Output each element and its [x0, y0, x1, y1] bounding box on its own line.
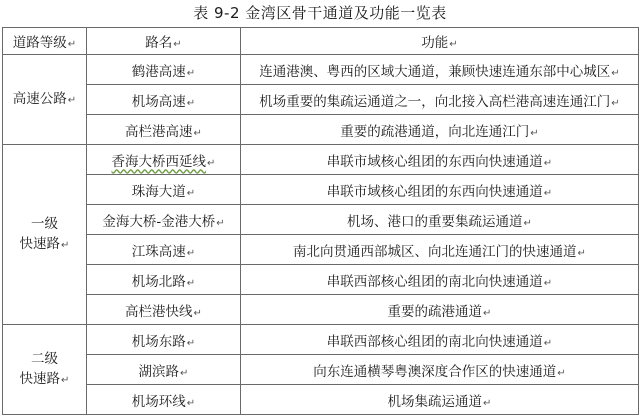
table-row	[3, 205, 639, 235]
road-function-table	[2, 27, 639, 415]
cell-end-mark: ↵	[207, 157, 216, 169]
road-function-cell: 机场重要的集疏运通道之一，向北接入高栏港高速连通江门↵	[241, 85, 639, 115]
road-name-cell: 珠海大道↵	[87, 175, 241, 205]
road-name-cell: 机场东路↵	[87, 325, 241, 355]
cell-end-mark: ↵	[186, 397, 196, 409]
road-name-cell: 机场高速↵	[87, 85, 241, 115]
header-function: 功能↵	[241, 28, 639, 55]
road-function-cell: 串联西部核心组团的南北向快速通道↵	[241, 265, 639, 295]
cell-end-mark: ↵	[193, 307, 202, 319]
cell-end-mark: ↵	[173, 39, 182, 50]
cell-end-mark: ↵	[186, 277, 196, 289]
road-name-cell: 湖滨路↵	[87, 355, 241, 385]
cell-end-mark: ↵	[67, 39, 77, 50]
road-grade-cell: 二级 快速路↵	[3, 325, 87, 415]
road-function-cell: 重要的疏港通道↵	[241, 295, 639, 325]
cell-end-mark: ↵	[611, 97, 620, 109]
table-row	[3, 55, 639, 85]
cell-end-mark: ↵	[577, 247, 586, 259]
road-function-cell: 机场、港口的重要集疏运通道↵	[241, 205, 639, 235]
road-name-cell: 江珠高速↵	[87, 235, 241, 265]
road-function-cell: 串联市域核心组团的东西向快速通道↵	[241, 175, 639, 205]
road-grade-cell: 高速公路↵	[3, 55, 87, 145]
road-function-cell: 南北向贯通西部城区、向北连通江门的快速通道↵	[241, 235, 639, 265]
table-row	[3, 115, 639, 145]
cell-end-mark: ↵	[186, 97, 196, 109]
cell-end-mark: ↵	[61, 374, 70, 386]
table-row	[3, 265, 639, 295]
cell-end-mark: ↵	[483, 397, 492, 409]
header-grade: 道路等级↵	[3, 28, 87, 55]
road-function-cell: 重要的疏港通道，向北连通江门↵	[241, 115, 639, 145]
cell-end-mark: ↵	[186, 337, 196, 349]
cell-end-mark: ↵	[530, 127, 539, 139]
table-row	[3, 385, 639, 415]
cell-end-mark: ↵	[186, 67, 196, 79]
cell-end-mark: ↵	[543, 277, 553, 289]
road-name-cell: 香海大桥西延线↵	[87, 145, 241, 175]
cell-end-mark: ↵	[523, 217, 532, 229]
cell-end-mark: ↵	[186, 247, 196, 259]
cell-end-mark: ↵	[180, 367, 189, 379]
road-function-cell: 向东连通横琴粤澳深度合作区的快速通道↵	[241, 355, 639, 385]
table-row	[3, 235, 639, 265]
cell-end-mark: ↵	[543, 157, 553, 169]
table-caption: 表 9-2 金湾区骨干通道及功能一览表	[193, 4, 447, 22]
road-function-cell: 串联市域核心组团的东西向快速通道↵	[241, 145, 639, 175]
road-name-cell: 机场环线↵	[87, 385, 241, 415]
cell-end-mark: ↵	[543, 337, 553, 349]
cell-end-mark: ↵	[61, 239, 70, 251]
road-function-cell: 连通港澳、粤西的区域大通道，兼顾快速连通东部中心城区↵	[241, 55, 639, 85]
cell-end-mark: ↵	[193, 127, 202, 139]
cell-end-mark: ↵	[483, 307, 492, 319]
road-function-cell: 串联西部核心组团的南北向快速通道↵	[241, 325, 639, 355]
header-row	[3, 28, 639, 55]
table-row	[3, 295, 639, 325]
road-function-cell: 机场集疏运通道↵	[241, 385, 639, 415]
cell-end-mark: ↵	[186, 187, 196, 199]
cell-end-mark: ↵	[611, 67, 620, 79]
road-name-cell: 鹤港高速↵	[87, 55, 241, 85]
road-grade-cell: 一级 快速路↵	[3, 145, 87, 325]
table-row	[3, 175, 639, 205]
cell-end-mark: ↵	[557, 367, 566, 379]
road-name-cell: 机场北路↵	[87, 265, 241, 295]
road-name-cell: 金海大桥-金港大桥↵	[87, 205, 241, 235]
table-row	[3, 145, 639, 175]
cell-end-mark: ↵	[543, 187, 553, 199]
cell-end-mark: ↵	[216, 217, 225, 229]
road-name-cell: 高栏港高速↵	[87, 115, 241, 145]
table-row	[3, 355, 639, 385]
table-row	[3, 85, 639, 115]
cell-end-mark: ↵	[449, 39, 458, 50]
cell-end-mark: ↵	[67, 94, 77, 106]
table-row	[3, 325, 639, 355]
header-name: 路名↵	[87, 28, 241, 55]
road-name-cell: 高栏港快线↵	[87, 295, 241, 325]
